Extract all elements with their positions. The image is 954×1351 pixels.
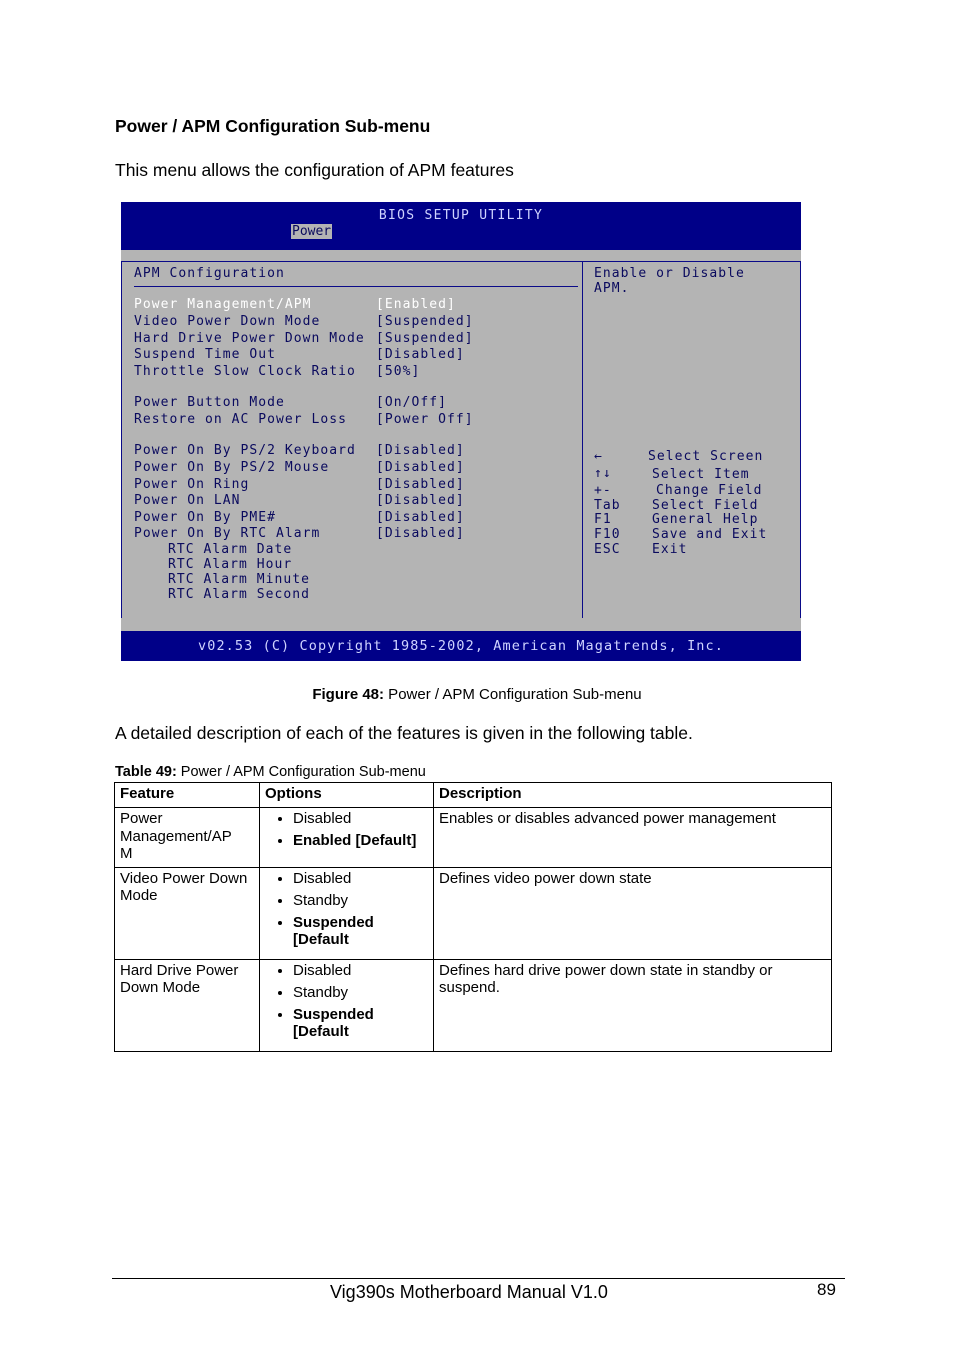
key-action: General Help [652, 512, 759, 527]
feature-cell: Power Management/AP M [115, 808, 260, 868]
figure-caption [0, 686, 954, 703]
description-text: A detailed description of each of the features is given in the following table. [115, 723, 693, 743]
bios-copyright: v02.53 (C) Copyright 1985-2002, American Magatrends, Inc. [198, 638, 724, 654]
bios-value-restore-ac[interactable]: [Power Off] [376, 412, 474, 427]
option-item: • Suspended [Default [293, 1006, 428, 1040]
bios-value-throttle[interactable]: [50%] [376, 364, 421, 379]
table-header-row [115, 783, 832, 808]
table-label: Table 49: [115, 764, 177, 780]
up-down-arrow-icon: ↑↓ [594, 466, 612, 481]
table-header: Feature [115, 783, 260, 808]
description-cell: Defines hard drive power down state in standby or suspend. [434, 960, 832, 1052]
bios-item-rtc-date[interactable]: RTC Alarm Date [168, 542, 293, 557]
bios-item-power-button[interactable]: Power Button Mode [134, 395, 285, 410]
table-caption [115, 764, 426, 780]
bios-item-pme[interactable]: Power On By PME# [134, 510, 277, 525]
bios-footer [121, 631, 801, 661]
options-cell [260, 868, 434, 960]
bios-section-title: APM Configuration [134, 266, 285, 281]
bios-value-video-power[interactable]: [Suspended] [376, 314, 474, 329]
footer-title: Vig390s Motherboard Manual V1.0 [330, 1282, 608, 1302]
option-item: • Disabled [293, 810, 428, 827]
option-item: • Suspended [Default [293, 914, 428, 948]
section-title: Power / APM Configuration Sub-menu [115, 116, 431, 136]
bios-value-ring[interactable]: [Disabled] [376, 477, 465, 492]
key-action: Select Screen [648, 449, 764, 464]
bios-help-line: Enable or Disable [594, 266, 745, 281]
option-item: • Enabled [Default] [293, 832, 428, 849]
intro-text: This menu allows the configuration of APM features [115, 160, 514, 180]
table-row [115, 960, 832, 1052]
table-caption-text: Power / APM Configuration Sub-menu [176, 764, 426, 780]
bios-value-rtc-alarm[interactable]: [Disabled] [376, 526, 465, 541]
figure-label: Figure 48: [312, 686, 385, 703]
bios-help-line: APM. [594, 281, 630, 296]
bios-value-lan[interactable]: [Disabled] [376, 493, 465, 508]
option-item: • Disabled [293, 870, 428, 887]
bios-screenshot [121, 202, 801, 661]
left-arrow-icon: ← [594, 449, 603, 464]
f1-key: F1 [594, 512, 612, 527]
option-item: • Standby [293, 984, 428, 1001]
bios-value-suspend-timeout[interactable]: [Disabled] [376, 347, 465, 362]
table-header: Description [434, 783, 832, 808]
bios-help-panel [583, 261, 801, 618]
bios-item-restore-ac[interactable]: Restore on AC Power Loss [134, 412, 348, 427]
key-action: Select Field [652, 498, 759, 513]
f10-key: F10 [594, 527, 621, 542]
bios-item-power-management[interactable]: Power Management/APM [134, 297, 312, 312]
figure-text: Power / APM Configuration Sub-menu [384, 686, 642, 703]
feature-cell: Video Power Down Mode [115, 868, 260, 960]
bios-item-lan[interactable]: Power On LAN [134, 493, 241, 508]
bios-item-rtc-hour[interactable]: RTC Alarm Hour [168, 557, 293, 572]
bios-item-ps2-mouse[interactable]: Power On By PS/2 Mouse [134, 460, 330, 475]
options-cell [260, 960, 434, 1052]
option-item: • Disabled [293, 962, 428, 979]
bios-value-ps2-keyboard[interactable]: [Disabled] [376, 443, 465, 458]
key-action: Save and Exit [652, 527, 768, 542]
section-underline [134, 286, 578, 287]
table-row [115, 808, 832, 868]
feature-cell: Hard Drive Power Down Mode [115, 960, 260, 1052]
bios-value-pme[interactable]: [Disabled] [376, 510, 465, 525]
bios-header [121, 202, 801, 250]
description-cell: Defines video power down state [434, 868, 832, 960]
bios-value-power-management[interactable]: [Enabled] [376, 297, 456, 312]
bios-item-hdd-power[interactable]: Hard Drive Power Down Mode [134, 331, 365, 346]
plus-minus-key: +- [594, 483, 612, 498]
bios-item-ps2-keyboard[interactable]: Power On By PS/2 Keyboard [134, 443, 356, 458]
table-header: Options [260, 783, 434, 808]
bios-item-throttle[interactable]: Throttle Slow Clock Ratio [134, 364, 356, 379]
bios-tab-power[interactable]: Power [292, 224, 332, 239]
bios-item-rtc-second[interactable]: RTC Alarm Second [168, 587, 311, 602]
bios-value-ps2-mouse[interactable]: [Disabled] [376, 460, 465, 475]
page-number: 89 [817, 1280, 836, 1299]
bios-title: BIOS SETUP UTILITY [378, 208, 544, 223]
bios-item-rtc-alarm[interactable]: Power On By RTC Alarm [134, 526, 321, 541]
footer-divider [112, 1278, 845, 1279]
key-action: Change Field [656, 483, 763, 498]
bios-item-suspend-timeout[interactable]: Suspend Time Out [134, 347, 277, 362]
esc-key: ESC [594, 542, 621, 557]
bios-item-video-power[interactable]: Video Power Down Mode [134, 314, 321, 329]
options-cell [260, 808, 434, 868]
tab-key: Tab [594, 498, 621, 513]
bios-item-rtc-minute[interactable]: RTC Alarm Minute [168, 572, 311, 587]
bios-item-ring[interactable]: Power On Ring [134, 477, 250, 492]
option-item: • Standby [293, 892, 428, 909]
key-action: Select Item [652, 467, 750, 482]
bios-value-power-button[interactable]: [On/Off] [376, 395, 448, 410]
feature-table [114, 782, 832, 1052]
bios-value-hdd-power[interactable]: [Suspended] [376, 331, 474, 346]
key-action: Exit [652, 542, 688, 557]
description-cell: Enables or disables advanced power management [434, 808, 832, 868]
table-row [115, 868, 832, 960]
